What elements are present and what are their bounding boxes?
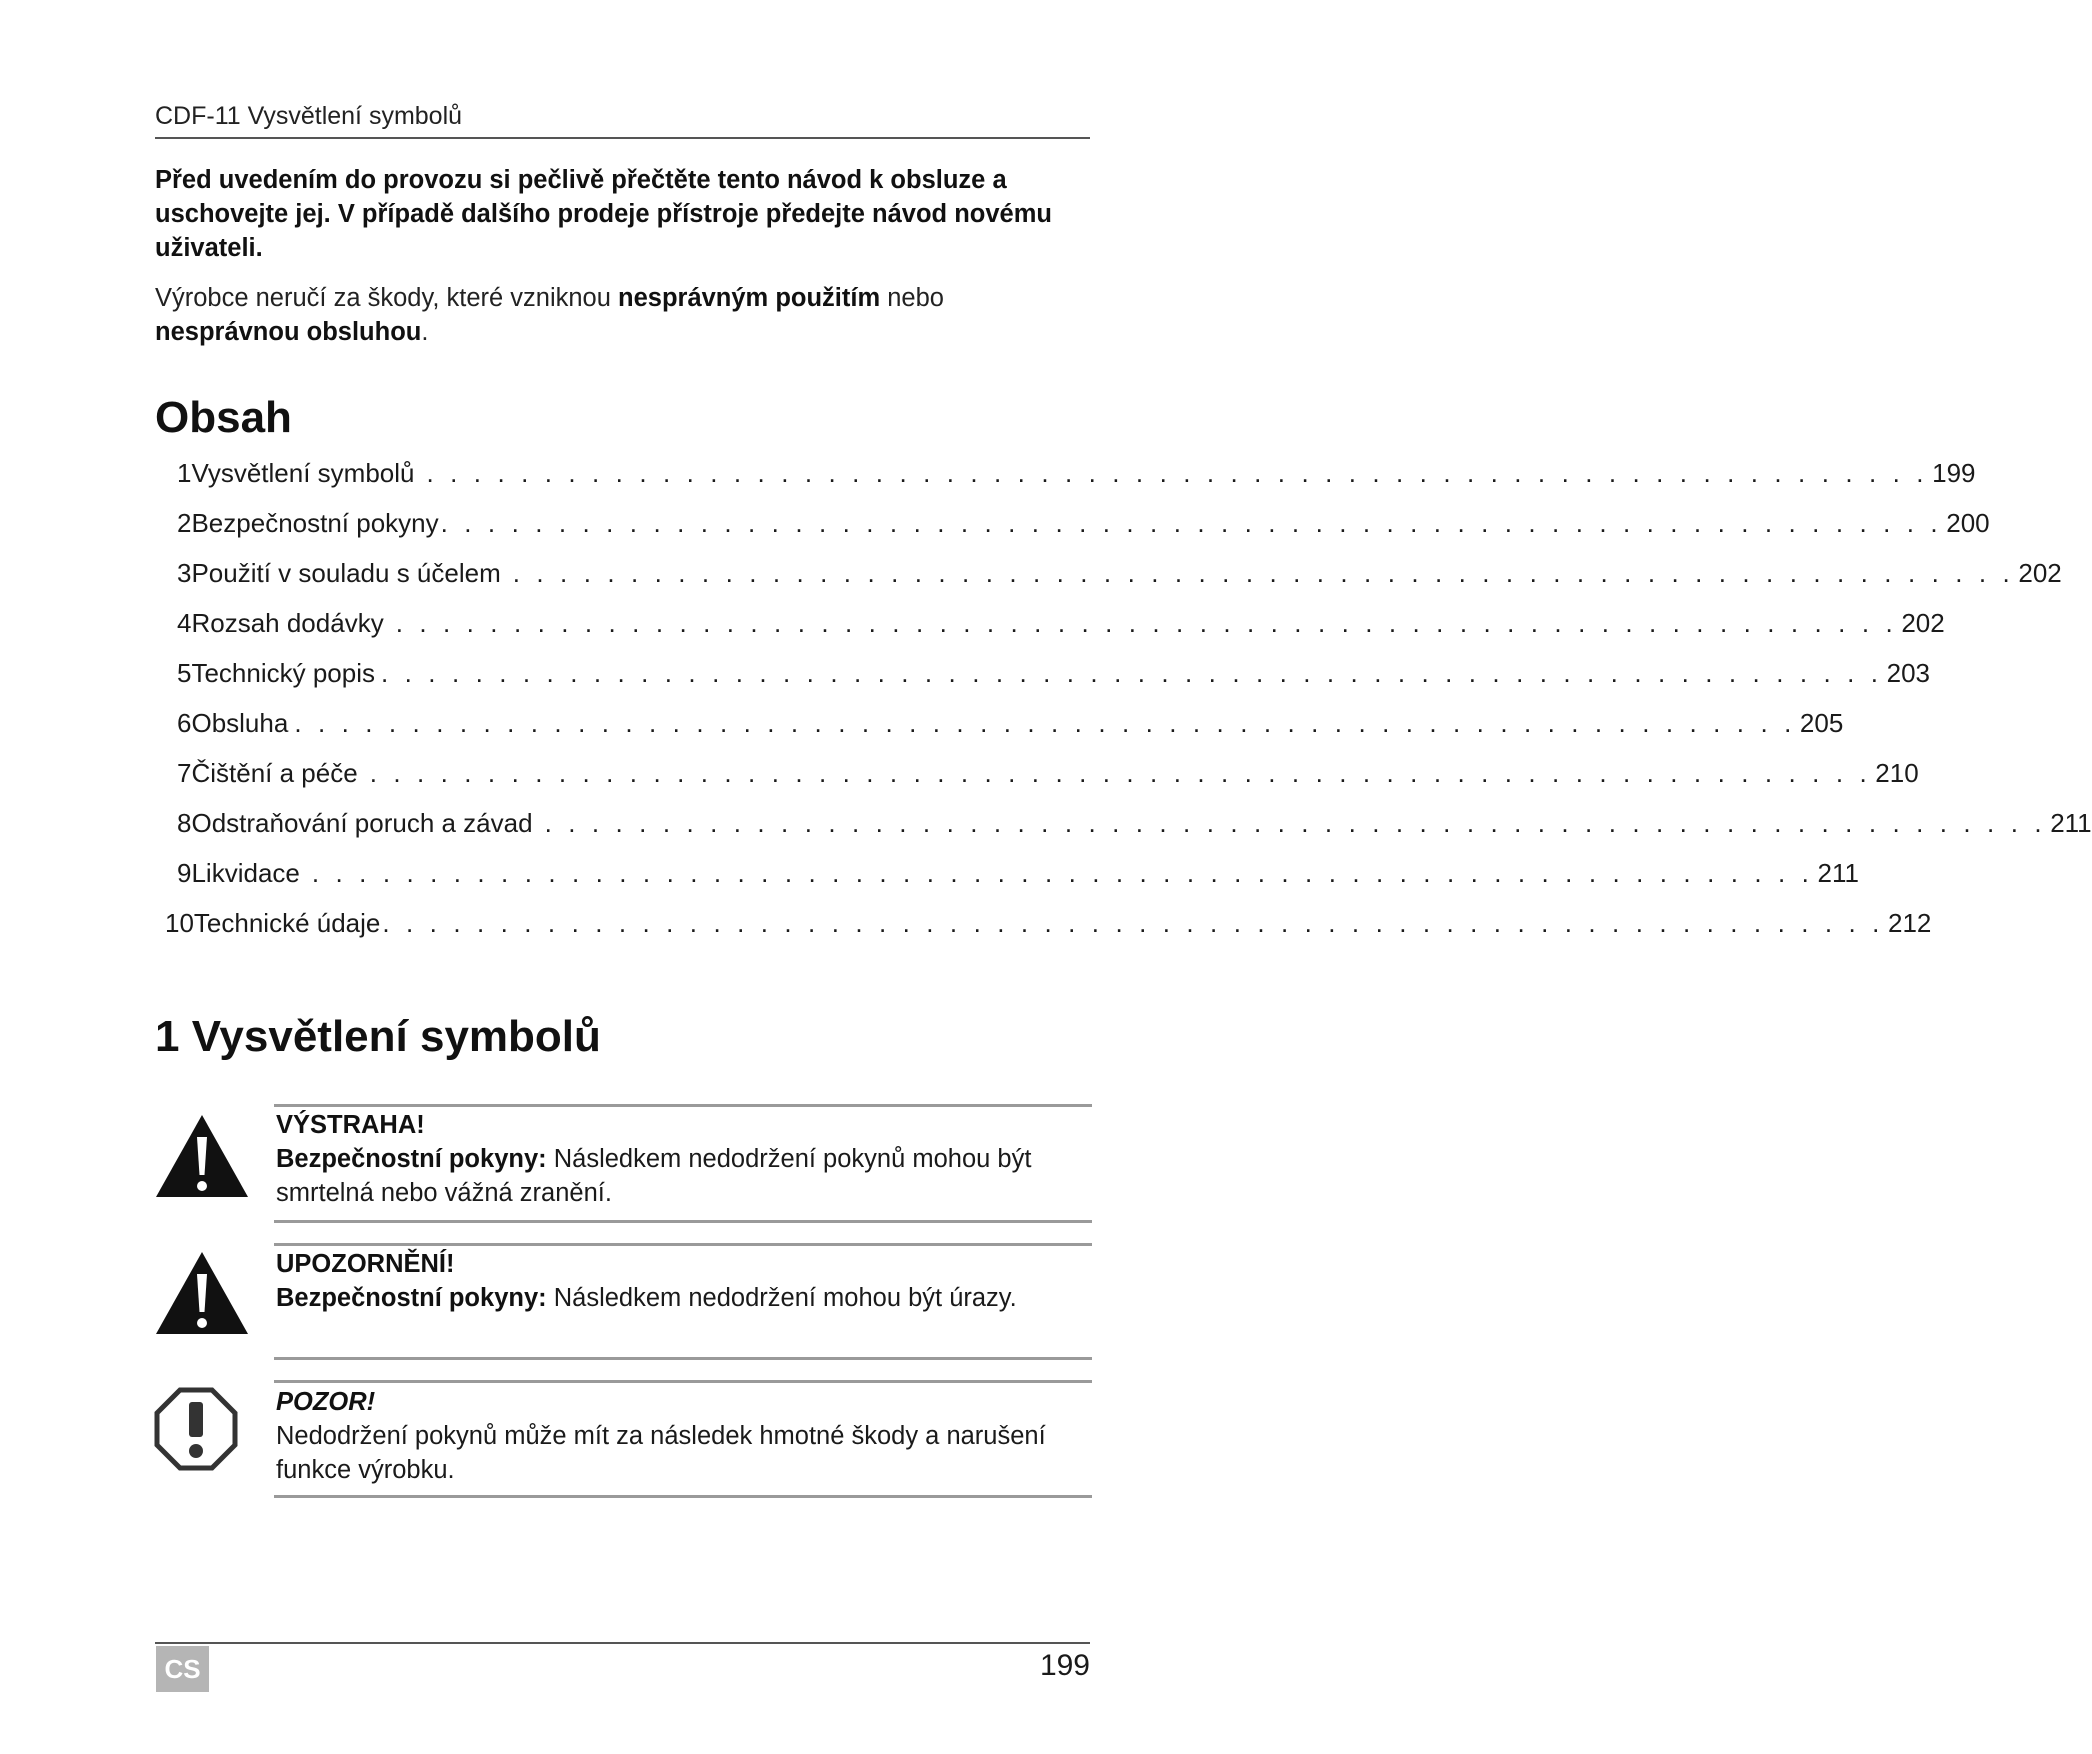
toc-item-leader: . . . . . . . . . . . . . . . . . . . . . . . . . . . . . . . . . . . . . . . . . . . . . . . . . . . . . . . . . . . . . . . .: [544, 808, 2047, 838]
notice-lead: Bezpečnostní pokyny:: [276, 1284, 547, 1312]
toc-item-leader: . . . . . . . . . . . . . . . . . . . . . . . . . . . . . . . . . . . . . . . . . . . . . . . . . . . . . . . . . . . . . . . .: [294, 708, 1796, 738]
notice-text: Následkem nedodržení pokynů mohou být smrtelná nebo vážná zranění.: [276, 1145, 1032, 1207]
notice-heading: POZOR!: [276, 1388, 376, 1416]
page-number: 199: [1039, 1649, 1090, 1682]
toc-item[interactable]: [177, 708, 1844, 742]
notice-caution: [276, 1247, 1096, 1315]
footer-divider: [155, 1642, 1090, 1644]
section-title: 1 Vysvětlení symbolů: [155, 1012, 601, 1061]
toc-item-page: 210: [1875, 758, 1919, 788]
toc-item-leader: . . . . . . . . . . . . . . . . . . . . . . . . . . . . . . . . . . . . . . . . . . . . . . . . . . . . . . . . . . . . . . . .: [440, 508, 1943, 538]
toc-item-label: Odstraňování poruch a závad: [191, 808, 533, 838]
running-header: CDF-11 Vysvětlení symbolů: [155, 102, 1090, 139]
notice-text: Nedodržení pokynů může mít za následek hmotné škody a narušení funkce výrobku.: [276, 1422, 1046, 1484]
notice-heading: UPOZORNĚNÍ!: [276, 1250, 455, 1278]
toc-item-number: 1: [177, 458, 192, 488]
toc-item-number: 7: [177, 758, 192, 788]
notice-octagon-icon: [154, 1387, 238, 1471]
notice-divider: [274, 1220, 1092, 1223]
toc-item[interactable]: [177, 558, 2062, 592]
warning-triangle-icon: [154, 1113, 250, 1199]
notice-body: [276, 1281, 1096, 1315]
toc-item-number: 3: [177, 558, 192, 588]
toc-item-number: 9: [177, 858, 192, 888]
notice-divider: [274, 1380, 1092, 1383]
toc-item-page: 202: [2018, 558, 2062, 588]
toc-item-label: Bezpečnostní pokyny: [191, 508, 439, 538]
toc-item-label: Obsluha: [191, 708, 289, 738]
toc-item-page: 203: [1886, 658, 1931, 688]
notice-heading: VÝSTRAHA!: [276, 1111, 425, 1139]
notice-divider: [274, 1495, 1092, 1498]
toc-item[interactable]: [177, 808, 2092, 842]
toc-item-page: 205: [1799, 708, 1844, 738]
toc-item-label: Vysvětlení symbolů: [191, 458, 415, 488]
toc-item[interactable]: [177, 758, 1919, 792]
toc-title: Obsah: [155, 393, 292, 442]
toc-item-number: 10: [165, 908, 194, 938]
notice-divider: [274, 1243, 1092, 1246]
toc-item-label: Rozsah dodávky: [191, 608, 384, 638]
language-badge: CS: [156, 1646, 209, 1692]
liability-bold-2: nesprávnou obsluhou: [155, 318, 422, 346]
toc-item-page: 199: [1932, 458, 1976, 488]
toc-item-label: Čištění a péče: [191, 758, 358, 788]
notice-divider: [274, 1104, 1092, 1107]
toc-item-label: Likvidace: [191, 858, 300, 888]
toc-item-leader: . . . . . . . . . . . . . . . . . . . . . . . . . . . . . . . . . . . . . . . . . . . . . . . . . . . . . . . . . . . . . . . .: [512, 558, 2015, 588]
toc-item-leader: . . . . . . . . . . . . . . . . . . . . . . . . . . . . . . . . . . . . . . . . . . . . . . . . . . . . . . . . . . . . . . . .: [369, 758, 1872, 788]
liability-text-3: .: [421, 318, 429, 346]
liability-text-1: Výrobce neručí za škody, které vzniknou: [155, 284, 618, 312]
notice-body: [276, 1142, 1096, 1210]
toc-item-page: 211: [2050, 808, 2092, 838]
caution-triangle-icon: [154, 1250, 250, 1336]
toc-item-label: Technické údaje: [193, 908, 381, 938]
toc-item[interactable]: [177, 508, 1990, 542]
toc-item-page: 202: [1901, 608, 1945, 638]
toc-item-leader: . . . . . . . . . . . . . . . . . . . . . . . . . . . . . . . . . . . . . . . . . . . . . . . . . . . . . . . . . . . . . . . .: [426, 458, 1929, 488]
notice-lead: Bezpečnostní pokyny:: [276, 1145, 547, 1173]
toc-item-leader: . . . . . . . . . . . . . . . . . . . . . . . . . . . . . . . . . . . . . . . . . . . . . . . . . . . . . . . . . . . . . . . .: [311, 858, 1814, 888]
notice-warning: [276, 1108, 1096, 1210]
toc-item[interactable]: [177, 458, 1976, 492]
toc-item-leader: . . . . . . . . . . . . . . . . . . . . . . . . . . . . . . . . . . . . . . . . . . . . . . . . . . . . . . . . . . . . . . . .: [395, 608, 1898, 638]
toc-item-page: 211: [1817, 858, 1859, 888]
liability-paragraph: [155, 281, 1085, 349]
toc-item-leader: . . . . . . . . . . . . . . . . . . . . . . . . . . . . . . . . . . . . . . . . . . . . . . . . . . . . . . . . . . . . . . . .: [381, 658, 1883, 688]
toc-item[interactable]: [177, 858, 1859, 892]
toc-item[interactable]: [177, 608, 1945, 642]
toc-item-page: 200: [1946, 508, 1990, 538]
notice-divider: [274, 1357, 1092, 1360]
toc-item-number: 6: [177, 708, 192, 738]
toc-item-label: Použití v souladu s účelem: [191, 558, 501, 588]
toc-item-number: 5: [177, 658, 192, 688]
notice-text: Následkem nedodržení mohou být úrazy.: [546, 1284, 1017, 1312]
toc-item-number: 4: [177, 608, 192, 638]
toc-item-label: Technický popis: [191, 658, 376, 688]
toc-item-number: 8: [177, 808, 192, 838]
notice-attention: [276, 1385, 1096, 1487]
toc-item-leader: . . . . . . . . . . . . . . . . . . . . . . . . . . . . . . . . . . . . . . . . . . . . . . . . . . . . . . . . . . . . . . . .: [382, 908, 1884, 938]
toc-item[interactable]: [177, 658, 1931, 692]
toc-item[interactable]: [165, 908, 1932, 942]
toc-item-number: 2: [177, 508, 192, 538]
liability-text-2: nebo: [880, 284, 944, 312]
intro-warning-paragraph: Před uvedením do provozu si pečlivě přečtěte tento návod k obsluze a uschovejte jej. V případě dalšího prodeje přístroje předejte návod novému uživateli.: [155, 166, 1052, 262]
toc-item-page: 212: [1888, 908, 1932, 938]
liability-bold-1: nesprávným použitím: [618, 284, 881, 312]
